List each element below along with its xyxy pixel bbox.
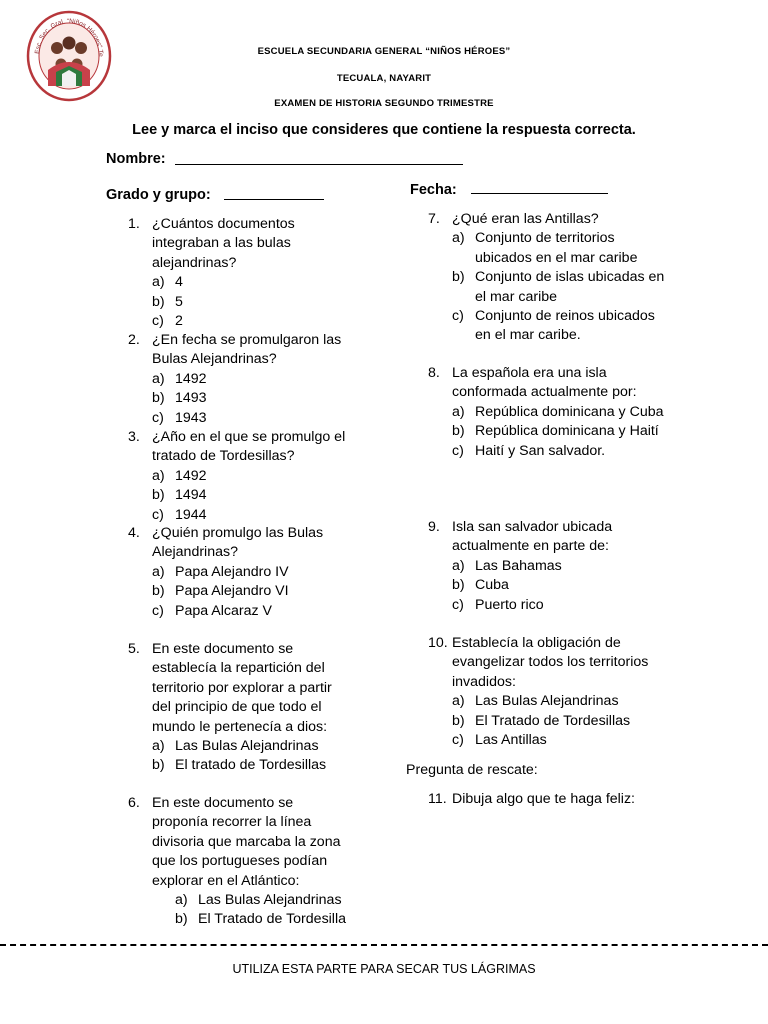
option-c[interactable]: c) 1944: [152, 506, 207, 523]
question-text: Bulas Alejandrinas?: [152, 351, 277, 368]
question-number: 8.: [428, 365, 440, 381]
question-9: [428, 518, 668, 615]
question-text: ¿Cuántos documentos: [152, 216, 295, 232]
question-number: 5.: [128, 641, 140, 657]
question-text: territorio por explorar a partir: [152, 679, 332, 696]
option-b[interactable]: b) República dominicana y Haití: [452, 423, 659, 440]
question-text: del principio de que todo el: [152, 699, 322, 716]
option-b[interactable]: b) El tratado de Tordesillas: [152, 757, 327, 774]
option-c[interactable]: c) 1943: [152, 409, 207, 426]
name-field[interactable]: [175, 164, 463, 165]
question-number: 10.: [428, 635, 448, 651]
school-location: TECUALA, NAYARIT: [336, 73, 432, 84]
question-7: [428, 210, 668, 346]
option-b[interactable]: b) El Tratado de Tordesillas: [452, 712, 631, 729]
question-number: 1.: [128, 216, 140, 232]
option-b[interactable]: b) Papa Alejandro VI: [152, 583, 289, 600]
question-number: 4.: [128, 525, 140, 541]
question-number: 2.: [128, 332, 140, 348]
question-text: explorar en el Atlántico:: [152, 872, 300, 889]
rescue-label: Pregunta de rescate:: [406, 762, 538, 778]
question-text: ¿En fecha se promulgaron las: [152, 332, 342, 348]
question-text: Establecía la obligación de: [452, 635, 621, 651]
question-text: alejandrinas?: [152, 254, 237, 271]
group-field[interactable]: [224, 199, 324, 200]
option-b[interactable]: b) 1493: [152, 390, 207, 407]
question-text: conformada actualmente por:: [452, 384, 637, 401]
question-number: 3.: [128, 429, 140, 445]
question-1: [128, 215, 368, 331]
option-a[interactable]: a) Las Bulas Alejandrinas: [175, 892, 342, 909]
question-3: [128, 428, 368, 525]
question-4: [128, 524, 368, 621]
question-text: proponía recorrer la línea: [152, 814, 312, 831]
name-label: Nombre:: [106, 151, 166, 167]
question-text: evangelizar todos los territorios: [452, 654, 649, 671]
question-6: [128, 794, 368, 930]
question-text: divisoria que marcaba la zona: [152, 833, 341, 850]
question-2: [128, 331, 368, 428]
option-c[interactable]: c) Haití y San salvador.: [452, 442, 606, 459]
question-text: integraban a las bulas: [152, 235, 291, 252]
question-text: En este documento se: [152, 795, 294, 811]
option-a[interactable]: a) Conjunto de territorios ubicados en el mar caribe: [452, 230, 638, 266]
logo-ring-text: Esc. Sec. Gral. “Niños Héroes” Te: [34, 17, 105, 57]
exam-title: EXAMEN DE HISTORIA SEGUNDO TRIMESTRE: [274, 98, 494, 109]
question-text: invadidos:: [452, 673, 516, 690]
question-number: 11.: [428, 791, 447, 807]
option-b[interactable]: b) Cuba: [452, 577, 509, 594]
option-a[interactable]: a) 1492: [152, 370, 207, 387]
instructions: Lee y marca el inciso que consideres que contiene la respuesta correcta.: [132, 122, 636, 138]
option-b[interactable]: b) 5: [152, 293, 183, 310]
school-name: ESCUELA SECUNDARIA GENERAL “NIÑOS HÉROES”: [257, 46, 511, 57]
question-number: 6.: [128, 795, 140, 811]
option-b[interactable]: b) 1494: [152, 487, 207, 504]
question-text: que los portugueses podían: [152, 853, 328, 870]
question-text: ¿Qué eran las Antillas?: [452, 211, 599, 227]
question-10: [428, 634, 678, 750]
question-number: 9.: [428, 519, 440, 535]
question-8: [428, 364, 668, 461]
option-a[interactable]: a) Las Bulas Alejandrinas: [152, 738, 319, 755]
option-a[interactable]: a) Papa Alejandro IV: [152, 563, 289, 580]
footer-text: UTILIZA ESTA PARTE PARA SECAR TUS LÁGRIMAS: [232, 962, 536, 976]
option-a[interactable]: a) 1492: [152, 467, 207, 484]
cut-line: [0, 944, 768, 946]
question-text: Alejandrinas?: [152, 544, 238, 561]
option-b[interactable]: b) Conjunto de islas ubicadas en el mar caribe: [452, 269, 665, 305]
option-c[interactable]: c) Conjunto de reinos ubicados en el mar caribe.: [452, 308, 655, 344]
group-label: Grado y grupo:: [106, 187, 211, 203]
question-11: [428, 790, 688, 809]
question-5: [128, 640, 368, 776]
question-text: La española era una isla: [452, 365, 607, 381]
option-a[interactable]: a) República dominicana y Cuba: [452, 403, 664, 420]
option-a[interactable]: a) 4: [152, 274, 183, 291]
question-text: ¿Quién promulgo las Bulas: [152, 525, 324, 541]
question-text: establecía la repartición del: [152, 660, 325, 677]
option-c[interactable]: c) Puerto rico: [452, 596, 544, 613]
date-label: Fecha:: [410, 182, 457, 198]
option-a[interactable]: a) Las Bahamas: [452, 557, 562, 574]
question-text: ¿Año en el que se promulgo el: [152, 429, 346, 445]
question-text: tratado de Tordesillas?: [152, 448, 295, 465]
option-b[interactable]: b) El Tratado de Tordesilla: [175, 911, 347, 928]
option-c[interactable]: c) 2: [152, 313, 183, 330]
question-text: mundo le pertenecía a dios:: [152, 718, 328, 735]
option-a[interactable]: a) Las Bulas Alejandrinas: [452, 693, 619, 710]
question-text: Isla san salvador ubicada: [452, 519, 613, 535]
question-text: actualmente en parte de:: [452, 538, 609, 555]
question-text: Dibuja algo que te haga feliz:: [452, 791, 635, 807]
option-c[interactable]: c) Papa Alcaraz V: [152, 602, 273, 619]
option-c[interactable]: c) Las Antillas: [452, 732, 547, 749]
question-number: 7.: [428, 211, 440, 227]
question-text: En este documento se: [152, 641, 294, 657]
date-field[interactable]: [471, 193, 608, 194]
